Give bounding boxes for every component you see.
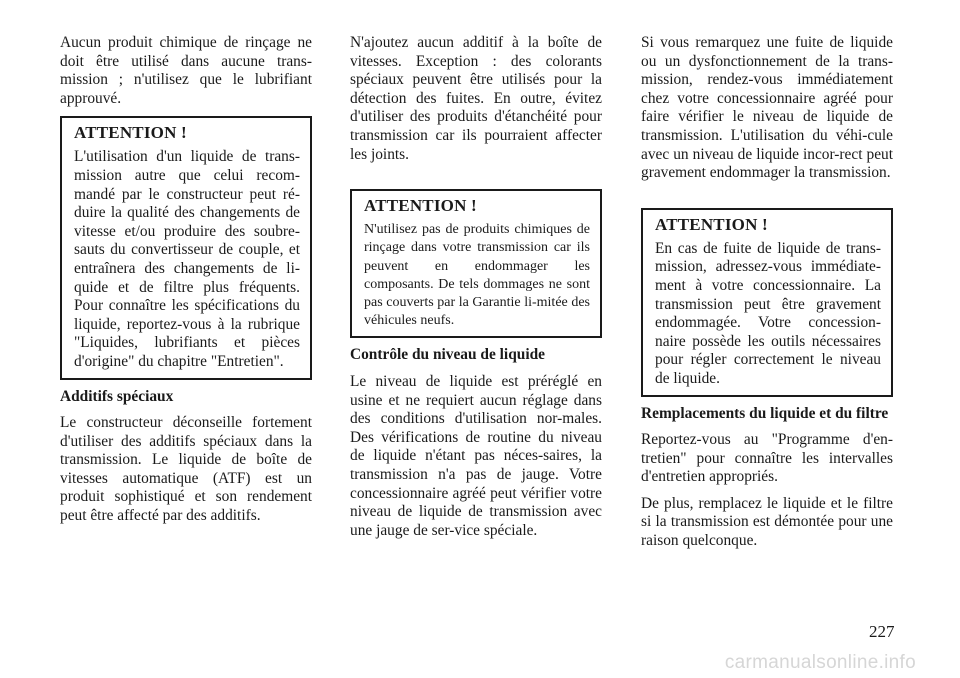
paragraph-maintenance-schedule: Reportez-vous au "Programme d'en-tretien" pour connaître les intervalles d'entretien appropriés. [641,431,893,486]
attention-title: ATTENTION ! [364,196,477,216]
paragraph-additives: Le constructeur déconseille fortement d'utiliser des additifs spéciaux dans la transmission. Le liquide de boîte de vitesses automatique (ATF) est un produit sophistiqué et son rendement peut être affecté par des additifs. [60,414,312,525]
column-middle [350,34,602,548]
section-heading-fluid-filter-change: Remplacements du liquide et du filtre [641,404,889,422]
paragraph-level-check: Le niveau de liquide est préréglé en usine et ne requiert aucun réglage dans des conditions d'utilisation nor-males. Des vérifications de routine du niveau de liquide n'étant pas néces-saires, la transmission n'a pas de jauge. Votre concessionnaire agréé peut vérifier votre niveau de liquide de transmission avec une jauge de ser-vice spéciale. [350,372,602,539]
attention-box-flush-chemicals [350,189,602,338]
paragraph-leak: Si vous remarquez une fuite de liquide ou un dysfonctionnement de la trans-mission, rendez-vous immédiatement chez votre concessionnaire agréé pour faire vérifier le niveau de liquide de transmission. L'utilisation du véhi-cule avec un niveau de liquide incor-rect peut gravement endommager la transmission. [641,34,893,182]
paragraph-replace-if-disassembled: De plus, remplacez le liquide et le filtre si la transmission est démontée pour une raison quelconque. [641,494,893,550]
watermark: carmanualsonline.info [724,652,916,673]
paragraph-flush-warning: Aucun produit chimique de rinçage ne doit être utilisé dans aucune trans-mission ; n'utilisez que le lubrifiant approuvé. [60,34,312,107]
attention-text: En cas de fuite de liquide de trans-mission, adressez-vous immédiate-ment à votre concessionnaire. La transmission peut être gravement endommagée. Votre concession-naire possède les outils nécessaires pour régler correctement le niveau de liquide. [655,239,881,387]
attention-text: L'utilisation d'un liquide de trans-mission autre que celui recom-mandé par le constructeur peut ré-duire la qualité des changements de vitesse et/ou produire des soubre-sauts du convertisseur de couple, et entraînera des changements de li-quide et de filtre plus fréquents. Pour connaître les spécifications du liquide, reportez-vous à la rubrique "Liquides, lubrifiants et pièces d'origine" du chapitre "Entretien". [74,148,300,370]
attention-title: ATTENTION ! [655,214,768,234]
column-left [60,34,312,534]
attention-title: ATTENTION ! [74,123,187,143]
section-heading-level-check: Contrôle du niveau de liquide [350,346,545,364]
attention-box-leak [641,208,893,397]
section-heading-additives: Additifs spéciaux [60,387,174,405]
paragraph-no-additives: N'ajoutez aucun additif à la boîte de vitesses. Exception : des colorants spéciaux peuvent être utilisés pour la détection des fuites. En outre, évitez d'utiliser des produits d'étanchéité pour transmission car ils pourraient affecter les joints. [350,34,602,163]
column-right [641,34,893,559]
attention-box-fluid-type [60,116,312,379]
attention-text: N'utilisez pas de produits chimiques de rinçage dans votre transmission car ils peuvent en endommager les composants. De tels dommages ne sont pas couverts par la Garantie li-mitée des véhicules neufs. [364,222,590,329]
page-number: 227 [869,622,895,641]
